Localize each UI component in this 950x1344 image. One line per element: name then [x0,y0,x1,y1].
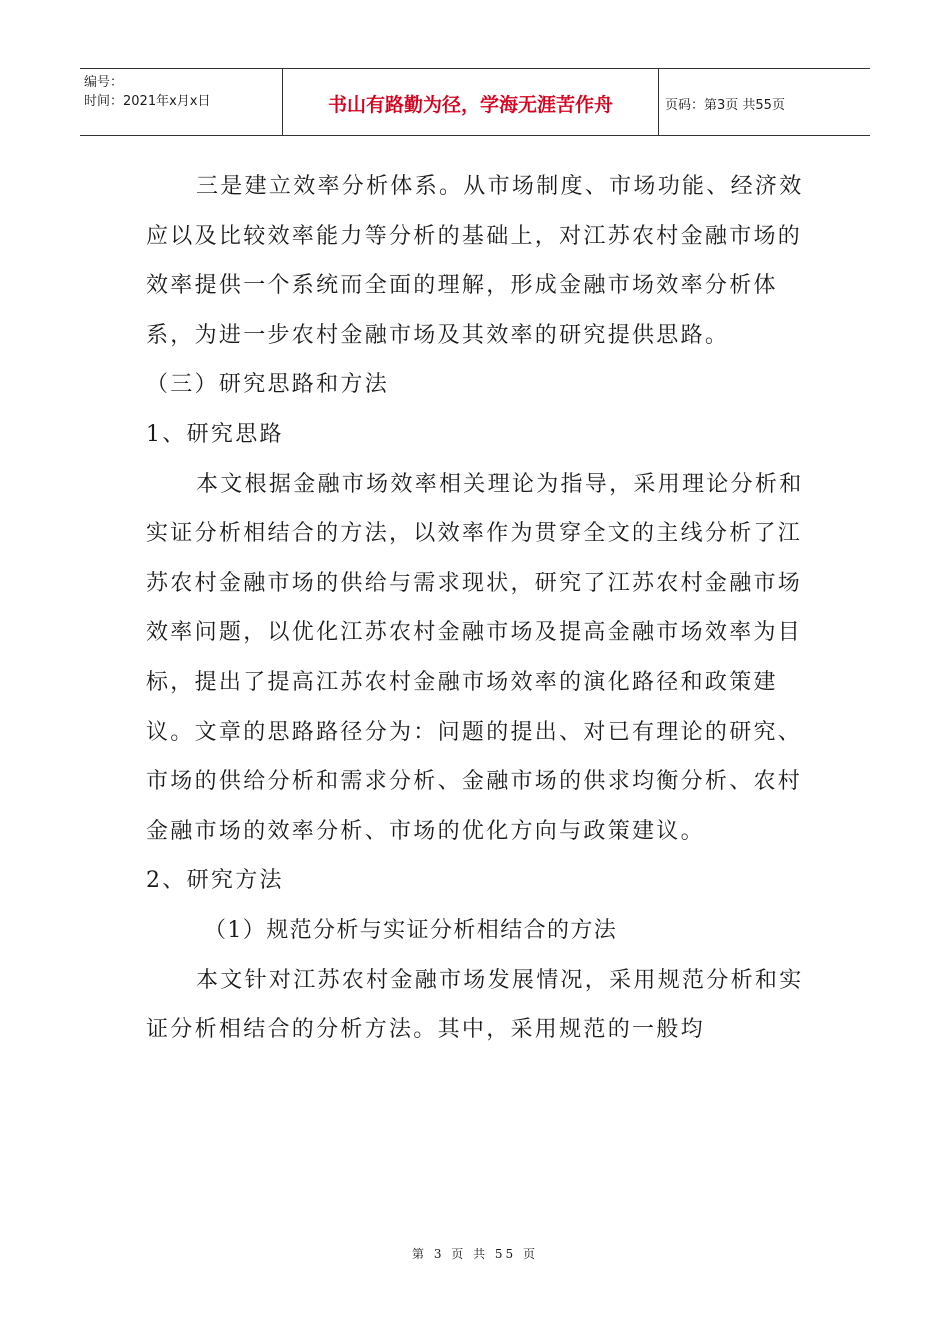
section-heading: （三）研究思路和方法 [146,372,390,398]
document-body [146,162,806,1055]
number-label: 编号： [84,75,124,90]
subsection-heading: 1、研究思路 [146,421,284,447]
method-heading: （1）规范分析与实证分析相结合的方法 [204,917,618,943]
time-label: 时间：2021年x月x日 [84,94,211,109]
body-paragraph: 本文根据金融市场效率相关理论为指导，采用理论分析和实证分析相结合的方法，以效率作为贯穿全文的主线分析了江苏农村金融市场的供给与需求现状，研究了江苏农村金融市场效率问题，以优化江苏农村金融市场及提高金融市场效率为目标，提出了提高江苏农村金融市场效率的演化路径和政策建议。文章的思路路径分为：问题的提出、对已有理论的研究、市场的供给分析和需求分析、金融市场的供求均衡分析、农村金融市场的效率分析、市场的优化方向与政策建议。 [146,471,804,844]
header-motto: 书山有路勤为径，学海无涯苦作舟 [283,69,659,135]
body-paragraph: 三是建立效率分析体系。从市场制度、市场功能、经济效应以及比较效率能力等分析的基础上，对江苏农村金融市场的效率提供一个系统而全面的理解，形成金融市场效率分析体系，为进一步农村金融市场及其效率的研究提供思路。 [146,174,804,348]
subsection-heading: 2、研究方法 [146,868,284,894]
header-page-code: 页码：第3页 共55页 [665,97,785,113]
header-meta-cell [80,69,283,135]
document-header [80,68,870,136]
body-paragraph: 本文针对江苏农村金融市场发展情况，采用规范分析和实证分析相结合的分析方法。其中，采用规范的一般均 [146,967,804,1043]
page-footer: 第 3 页 共 55 页 [412,1247,538,1261]
